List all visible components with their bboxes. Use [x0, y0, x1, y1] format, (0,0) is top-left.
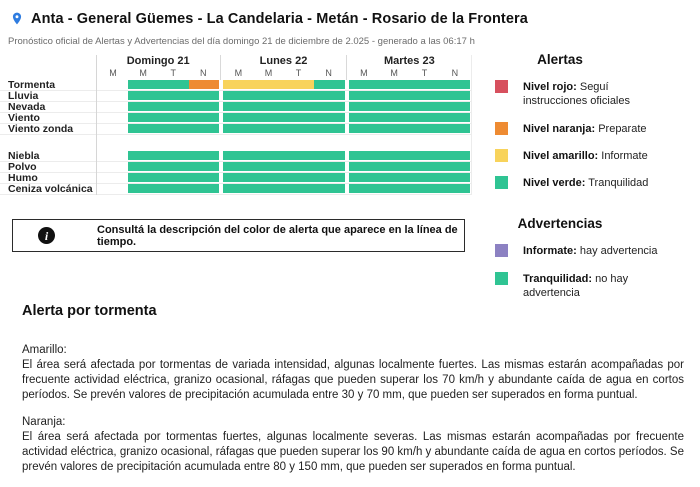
advisories-legend-title: Advertencias	[517, 216, 603, 232]
timeline-cell-green[interactable]	[379, 184, 409, 193]
timeline-group-spacer	[0, 135, 472, 151]
day-header-martes-23: Martes 23	[383, 55, 435, 67]
info-icon: i	[38, 227, 55, 244]
timeline-day-cell	[347, 102, 472, 112]
timeline-day-cell	[221, 151, 346, 161]
day-header-cell	[96, 55, 221, 68]
timeline-cell-empty	[98, 184, 128, 193]
timeline-cell-empty	[98, 91, 128, 100]
timeline-cell-yellow[interactable]	[223, 80, 253, 89]
timeline-cell-green[interactable]	[440, 162, 470, 171]
timeline-cell-green[interactable]	[254, 113, 284, 122]
timeline-cell-green[interactable]	[349, 113, 379, 122]
timeline-cell-green[interactable]	[223, 102, 253, 111]
row-label-tormenta: Tormenta	[8, 80, 56, 90]
timeline-cell-green[interactable]	[379, 173, 409, 182]
timeline-day-cell	[221, 162, 346, 172]
timeline-cell-yellow[interactable]	[284, 80, 314, 89]
row-label-lluvia: Lluvia	[8, 91, 39, 101]
timeline-cell-green[interactable]	[379, 91, 409, 100]
legend-item-text: Tranquilidad: no hay advertencia	[523, 272, 629, 300]
period-label: M	[139, 68, 147, 78]
timeline-cell-green[interactable]	[349, 80, 379, 89]
timeline-day-cell	[96, 173, 221, 183]
legend-item-text: Nivel verde: Tranquilidad	[523, 177, 649, 190]
timeline-cell-green[interactable]	[223, 162, 253, 171]
timeline-cell-green[interactable]	[223, 184, 253, 193]
timeline-cell-green[interactable]	[440, 173, 470, 182]
timeline-cell-green[interactable]	[189, 91, 219, 100]
timeline-cell-green[interactable]	[379, 113, 409, 122]
day-header-cell	[347, 55, 472, 68]
info-banner-text: Consultá la descripción del color de alerta que aparece en la línea de tiempo.	[97, 223, 458, 248]
timeline-cell-green[interactable]	[254, 173, 284, 182]
period-label: N	[325, 68, 332, 78]
timeline-day-cell	[96, 113, 221, 123]
timeline-cell-empty	[98, 124, 128, 133]
timeline-day-cell	[221, 80, 346, 90]
timeline-day-cell	[347, 162, 472, 172]
timeline-cell-green[interactable]	[314, 113, 344, 122]
period-label: T	[295, 68, 302, 78]
timeline-corner	[0, 55, 96, 68]
timeline-row-nevada	[0, 102, 472, 113]
alert-level-label: Amarillo:	[22, 344, 67, 356]
timeline-cell-empty	[98, 173, 128, 182]
period-label: M	[264, 68, 273, 78]
timeline-day-cell	[221, 184, 346, 194]
timeline-cell-green[interactable]	[254, 102, 284, 111]
timeline-cell-green[interactable]	[409, 173, 439, 182]
timeline-day-cell	[347, 151, 472, 161]
red-swatch	[495, 80, 508, 93]
purple-swatch	[495, 244, 508, 257]
timeline-cell-green[interactable]	[223, 124, 253, 133]
timeline-cell-green[interactable]	[254, 91, 284, 100]
period-label: M	[109, 68, 117, 78]
timeline-row-viento-zonda	[0, 124, 472, 135]
timeline-row-lluvia	[0, 91, 472, 102]
period-label: T	[170, 68, 176, 78]
timeline-cell-green[interactable]	[128, 102, 158, 111]
timeline-cell-green[interactable]	[409, 102, 439, 111]
timeline-cell-green[interactable]	[189, 162, 219, 171]
timeline-cell-green[interactable]	[284, 91, 314, 100]
alert-level-label: Naranja:	[22, 416, 66, 428]
timeline-day-cell	[96, 91, 221, 101]
timeline-cell-green[interactable]	[284, 113, 314, 122]
timeline-cell-green[interactable]	[314, 173, 344, 182]
timeline-day-cell	[96, 102, 221, 112]
timeline-cell-green[interactable]	[189, 113, 219, 122]
timeline-row-niebla	[0, 151, 472, 162]
timeline-cell-empty	[98, 113, 128, 122]
timeline-cell-green[interactable]	[379, 162, 409, 171]
timeline-cell-green[interactable]	[349, 173, 379, 182]
timeline-cell-green[interactable]	[128, 80, 158, 89]
timeline-cell-green[interactable]	[223, 173, 253, 182]
timeline-cell-green[interactable]	[128, 173, 158, 182]
alert-detail-section	[22, 303, 684, 487]
timeline-cell-green[interactable]	[254, 162, 284, 171]
timeline-cell-green[interactable]	[128, 184, 158, 193]
timeline-day-cell	[96, 162, 221, 172]
legend-item-text: Nivel amarillo: Informate	[523, 149, 648, 162]
green-swatch	[495, 272, 508, 285]
day-header-cell	[221, 55, 346, 68]
timeline-cell-green[interactable]	[284, 151, 314, 160]
row-label-niebla: Niebla	[8, 151, 40, 161]
timeline-cell-green[interactable]	[189, 184, 219, 193]
timeline-row-tormenta	[0, 80, 472, 91]
timeline-day-cell	[347, 113, 472, 123]
timeline-cell-green[interactable]	[440, 80, 470, 89]
timeline-cell-green[interactable]	[159, 91, 189, 100]
timeline-cell-green[interactable]	[440, 184, 470, 193]
timeline-day-cell	[221, 124, 346, 134]
timeline-cell-green[interactable]	[314, 151, 344, 160]
timeline-day-cell	[221, 173, 346, 183]
timeline-cell-green[interactable]	[349, 184, 379, 193]
period-header-cell	[347, 68, 472, 80]
timeline-cell-green[interactable]	[440, 91, 470, 100]
timeline-row-viento	[0, 113, 472, 124]
row-label-ceniza-volcanica: Ceniza volcánica	[8, 184, 93, 194]
timeline-cell-green[interactable]	[159, 184, 189, 193]
timeline-cell-green[interactable]	[254, 124, 284, 133]
timeline-cell-green[interactable]	[314, 102, 344, 111]
row-label-humo: Humo	[8, 173, 38, 183]
timeline-day-cell	[96, 184, 221, 194]
timeline-cell-green[interactable]	[284, 162, 314, 171]
timeline-day-cell	[347, 184, 472, 194]
timeline-row-humo	[0, 173, 472, 184]
timeline-cell-green[interactable]	[379, 102, 409, 111]
timeline-cell-green[interactable]	[409, 151, 439, 160]
advisory-legend-item-purple	[482, 244, 692, 258]
timeline-cell-green[interactable]	[159, 151, 189, 160]
alert-timeline-table	[0, 55, 472, 195]
timeline-cell-green[interactable]	[128, 113, 158, 122]
timeline-cell-green[interactable]	[349, 102, 379, 111]
timeline-corner	[0, 68, 96, 80]
timeline-cell-green[interactable]	[440, 124, 470, 133]
timeline-cell-green[interactable]	[159, 162, 189, 171]
timeline-day-cell	[347, 173, 472, 183]
row-label-viento-zonda: Viento zonda	[8, 124, 74, 134]
period-label: N	[200, 68, 207, 78]
period-label: M	[390, 68, 398, 78]
row-label-nevada: Nevada	[8, 102, 46, 112]
day-header-domingo-21: Domingo 21	[126, 55, 190, 67]
row-label-viento: Viento	[8, 113, 40, 123]
timeline-cell-green[interactable]	[440, 113, 470, 122]
timeline-row-polvo	[0, 162, 472, 173]
yellow-swatch	[495, 149, 508, 162]
timeline-cell-green[interactable]	[349, 91, 379, 100]
timeline-day-header-row	[0, 55, 472, 68]
timeline-cell-green[interactable]	[409, 113, 439, 122]
timeline-cell-green[interactable]	[284, 102, 314, 111]
timeline-cell-green[interactable]	[379, 124, 409, 133]
timeline-cell-green[interactable]	[223, 91, 253, 100]
timeline-cell-green[interactable]	[189, 124, 219, 133]
period-label: M	[360, 68, 368, 78]
alert-legend-item-green	[482, 176, 692, 190]
period-label: N	[451, 68, 459, 78]
timeline-cell-green[interactable]	[189, 102, 219, 111]
timeline-cell-green[interactable]	[254, 151, 284, 160]
timeline-row-ceniza-volcanica	[0, 184, 472, 195]
timeline-cell-green[interactable]	[159, 102, 189, 111]
timeline-cell-green[interactable]	[379, 80, 409, 89]
timeline-cell-green[interactable]	[254, 184, 284, 193]
timeline-cell-green[interactable]	[349, 124, 379, 133]
timeline-cell-green[interactable]	[284, 124, 314, 133]
timeline-cell-green[interactable]	[128, 151, 158, 160]
green-swatch	[495, 176, 508, 189]
timeline-cell-green[interactable]	[159, 124, 189, 133]
timeline-cell-empty	[98, 80, 128, 89]
period-label: T	[421, 68, 428, 78]
timeline-cell-empty	[98, 162, 128, 171]
timeline-cell-green[interactable]	[284, 184, 314, 193]
timeline-day-cell	[96, 124, 221, 134]
timeline-day-cell	[96, 151, 221, 161]
orange-swatch	[495, 122, 508, 135]
advisory-legend-item-green	[482, 272, 692, 301]
legend-panel	[482, 52, 692, 300]
timeline-cell-green[interactable]	[409, 80, 439, 89]
timeline-cell-empty	[98, 151, 128, 160]
timeline-cell-green[interactable]	[314, 184, 344, 193]
timeline-cell-green[interactable]	[349, 162, 379, 171]
legend-item-text: Nivel naranja: Preparate	[523, 122, 647, 135]
period-header-cell	[221, 68, 346, 80]
alert-legend-item-orange	[482, 122, 692, 136]
timeline-day-cell	[221, 102, 346, 112]
timeline-cell-empty	[98, 102, 128, 111]
alert-level-description: El área será afectada por tormentas de variada intensidad, algunas localmente fuertes. Las mismas estarán acompañadas por frecuente actividad eléctrica, granizo ocasional, ráfagas que pueden superar los 70 km/h y abundante caída de agua en cortos períodos. Se prevén valores de precipitación acumulada entre 30 y 70 mm, que pueden ser superados en forma puntual.	[22, 359, 684, 401]
timeline-cell-green[interactable]	[128, 124, 158, 133]
timeline-cell-green[interactable]	[440, 102, 470, 111]
timeline-day-cell	[221, 91, 346, 101]
timeline-cell-green[interactable]	[409, 124, 439, 133]
timeline-cell-green[interactable]	[314, 162, 344, 171]
timeline-cell-green[interactable]	[409, 91, 439, 100]
timeline-cell-green[interactable]	[189, 151, 219, 160]
timeline-day-cell	[347, 80, 472, 90]
timeline-period-header-row	[0, 68, 472, 80]
timeline-cell-green[interactable]	[409, 162, 439, 171]
timeline-cell-green[interactable]	[379, 151, 409, 160]
alert-level-description: El área será afectada por tormentas fuertes, algunas localmente severas. Las mismas estarán acompañadas por frecuente actividad eléctrica, granizo ocasional, ráfagas que pueden superar los 90 km/h y abundante caída de agua en cortos períodos. Se prevén valores de precipitación acumulada entre 80 y 150 mm, que pueden ser superados en forma puntual.	[22, 431, 684, 473]
page-title: Anta - General Güemes - La Candelaria - Metán - Rosario de la Frontera	[31, 10, 528, 27]
timeline-cell-green[interactable]	[128, 162, 158, 171]
forecast-subtitle: Pronóstico oficial de Alertas y Advertencias del día domingo 21 de diciembre de 2.025 - generado a las 06:17 h	[8, 36, 475, 47]
timeline-cell-green[interactable]	[284, 173, 314, 182]
timeline-cell-green[interactable]	[409, 184, 439, 193]
period-header-cell	[96, 68, 221, 80]
timeline-cell-green[interactable]	[223, 151, 253, 160]
timeline-cell-green[interactable]	[223, 113, 253, 122]
alerts-legend	[482, 80, 692, 190]
legend-item-text: Informate: hay advertencia	[523, 245, 658, 258]
timeline-cell-green[interactable]	[189, 173, 219, 182]
timeline-cell-green[interactable]	[159, 80, 189, 89]
timeline-cell-green[interactable]	[159, 113, 189, 122]
location-pin-icon	[10, 9, 24, 28]
info-banner	[12, 219, 465, 252]
alerts-legend-title: Alertas	[537, 52, 583, 67]
timeline-cell-green[interactable]	[314, 91, 344, 100]
period-label: M	[234, 68, 243, 78]
row-label-polvo: Polvo	[8, 162, 37, 172]
timeline-cell-yellow[interactable]	[254, 80, 284, 89]
timeline-day-cell	[347, 124, 472, 134]
alert-legend-item-red	[482, 80, 692, 109]
timeline-cell-green[interactable]	[314, 124, 344, 133]
alert-detail-title: Alerta por tormenta	[22, 303, 157, 319]
timeline-cell-green[interactable]	[349, 151, 379, 160]
legend-item-text: Nivel rojo: Seguí instrucciones oficiales	[523, 81, 630, 108]
advisories-legend	[482, 244, 692, 300]
timeline-cell-orange[interactable]	[189, 80, 219, 89]
timeline-cell-green[interactable]	[314, 80, 344, 89]
timeline-day-cell	[96, 80, 221, 90]
day-header-lunes-22: Lunes 22	[259, 55, 308, 67]
timeline-cell-green[interactable]	[440, 151, 470, 160]
timeline-cell-green[interactable]	[159, 173, 189, 182]
timeline-day-cell	[221, 113, 346, 123]
alert-legend-item-yellow	[482, 149, 692, 163]
page-header	[10, 9, 528, 28]
timeline-cell-green[interactable]	[128, 91, 158, 100]
timeline-day-cell	[347, 91, 472, 101]
